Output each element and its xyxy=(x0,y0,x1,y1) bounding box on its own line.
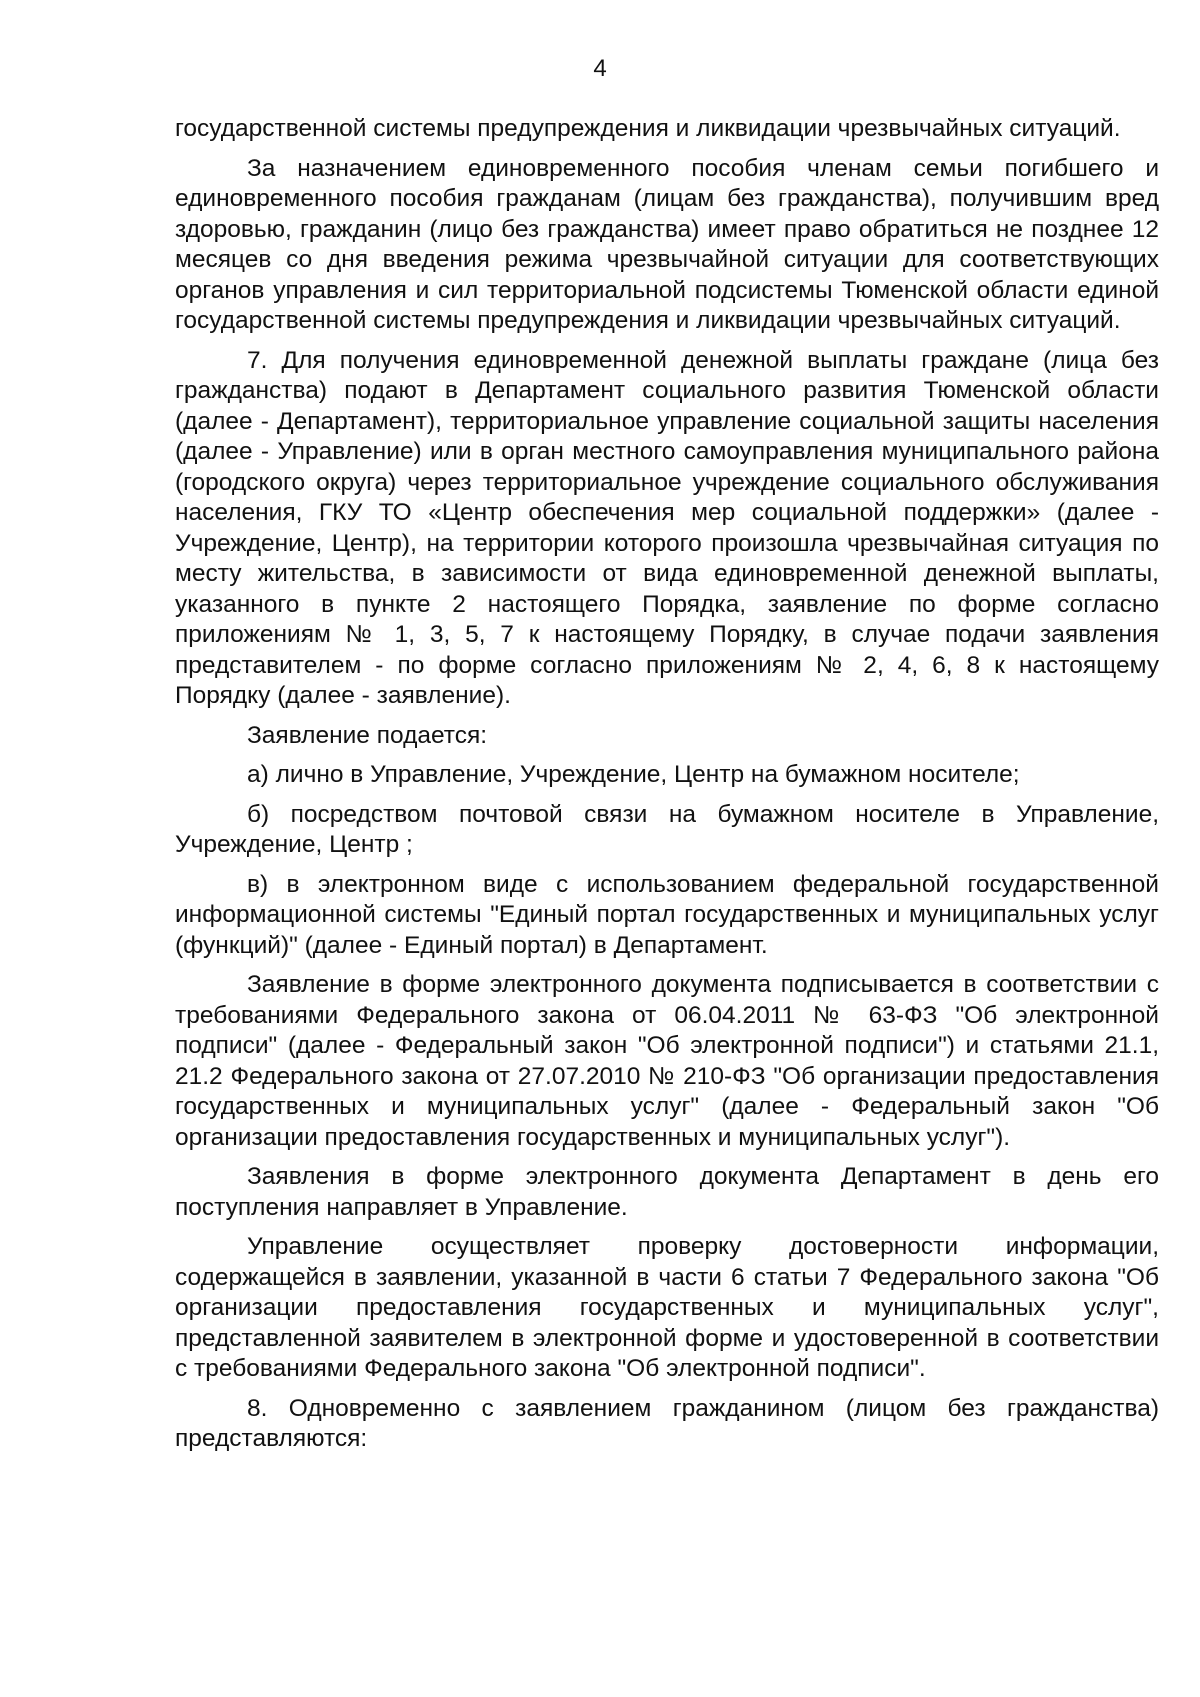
paragraph-department-forwarding: Заявления в форме электронного документа Департамент в день его поступления направляет в Управление. xyxy=(175,1163,1159,1221)
paragraph-option-b: б) посредством почтовой связи на бумажном носителе в Управление, Учреждение, Центр ; xyxy=(175,800,1159,858)
document-body xyxy=(175,114,1159,1464)
paragraph-electronic-signature: Заявление в форме электронного документа подписывается в соответствии с требованиями Федерального закона от 06.04.2011 № 63-ФЗ "Об электронной подписи" (далее - Федеральный закон "Об электронной подписи") и статьями 21.1, 21.2 Федерального закона от 27.07.2010 № 210-ФЗ "Об организации предоставления государственных и муниципальных услуг" (далее - Федеральный закон "Об организации предоставления государственных и муниципальных услуг"). xyxy=(175,971,1159,1151)
page-number: 4 xyxy=(593,55,607,82)
paragraph-option-c: в) в электронном виде с использованием федеральной государственной информационной системы "Единый портал государственных и муниципальных услуг (функций)" (далее - Единый портал) в Департамент. xyxy=(175,870,1159,959)
paragraph-continuation: государственной системы предупреждения и ликвидации чрезвычайных ситуаций. xyxy=(175,115,1121,142)
paragraph-item-8: 8. Одновременно с заявлением гражданином (лицом без гражданства) представляются: xyxy=(175,1394,1159,1452)
paragraph-option-a: а) лично в Управление, Учреждение, Центр на бумажном носителе; xyxy=(247,761,1020,788)
paragraph-application-submitted: Заявление подается: xyxy=(247,721,488,749)
paragraph-item-7: 7. Для получения единовременной денежной выплаты граждане (лица без гражданства) подают в Департамент социального развития Тюменской области (далее - Департамент), территориальное управление социальной защиты населения (далее - Управление) или в орган местного самоуправления муниципального района (городского округа) через территориальное учреждение социального обслуживания населения, ГКУ ТО «Центр обеспечения мер социальной поддержки» (далее - Учреждение, Центр), на территории которого произошла чрезвычайная ситуация по месту жительства, в зависимости от вида единовременной денежной выплаты, указанного в пункте 2 настоящего Порядка, заявление по форме согласно приложениям № 1, 3, 5, 7 к настоящему Порядку, в случае подачи заявления представителем - по форме согласно приложениям № 2, 4, 6, 8 к настоящему Порядку (далее - заявление). xyxy=(175,346,1159,709)
paragraph-verification: Управление осуществляет проверку достоверности информации, содержащейся в заявлении, указанной в части 6 статьи 7 Федерального закона "Об организации предоставления государственных и муниципальных услуг", представленной заявителем в электронной форме и удостоверенной в соответствии с требованиями Федерального закона "Об электронной подписи". xyxy=(175,1233,1159,1382)
paragraph-benefit-deadline: За назначением единовременного пособия членам семьи погибшего и единовременного пособия гражданам (лицам без гражданства), получившим вред здоровью, гражданин (лицо без гражданства) имеет право обратиться не позднее 12 месяцев со дня введения режима чрезвычайной ситуации для соответствующих органов управления и сил территориальной подсистемы Тюменской области единой государственной системы предупреждения и ликвидации чрезвычайных ситуаций. xyxy=(175,154,1159,334)
